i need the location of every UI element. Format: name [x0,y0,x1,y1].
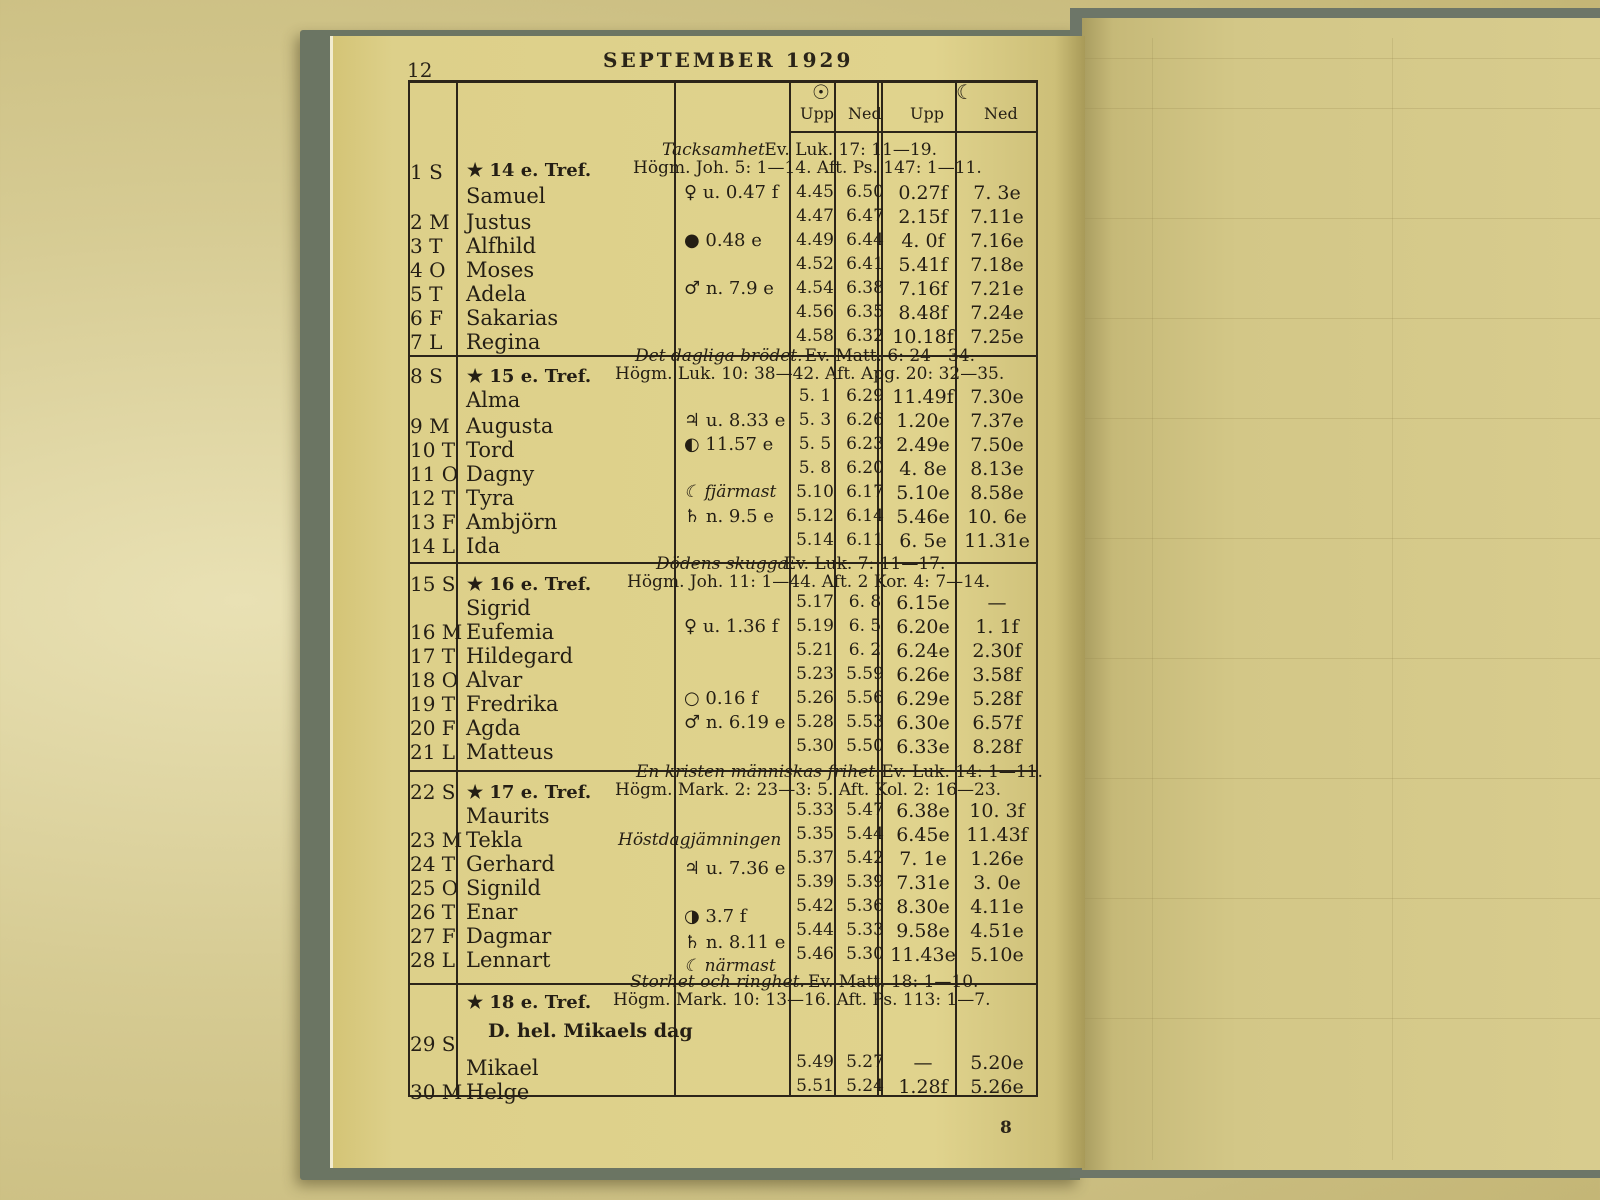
day-event: ◐ 11.57 e [684,434,774,455]
day-date: 10 T [410,438,456,462]
moonset-time: 11.31e [964,530,1030,552]
day-date: 1 S [410,160,443,184]
day-name: Augusta [466,414,554,438]
sunset-time: 5.24 [846,1076,884,1096]
day-date: 14 L [410,534,456,558]
sunrise-time: 4.49 [796,230,834,250]
sunset-time: 6.23 [846,434,884,454]
day-date: 8 S [410,364,443,388]
day-date: 20 F [410,716,456,740]
day-name: Ambjörn [466,510,558,534]
day-name: Alvar [466,668,523,692]
day-event: ◑ 3.7 f [684,906,747,927]
sunset-time: 6.35 [846,302,884,322]
moonrise-time: 1.20e [896,410,950,432]
moonrise-time: 7. 1e [899,848,947,870]
day-name: Lennart [466,948,551,972]
day-date: 23 M [410,828,463,852]
moon-up-header: Upp [910,104,944,123]
moonset-time: 1.26e [970,848,1024,870]
moonset-time: 4.51e [970,920,1024,942]
moonrise-time: 7.16f [898,278,948,300]
moonrise-time: 2.49e [896,434,950,456]
moonset-time: 7.25e [970,326,1024,348]
sunset-time: 6.44 [846,230,884,250]
moonrise-time: 6.30e [896,712,950,734]
day-event: ♃ u. 8.33 e [684,410,786,431]
week-theme: Storhet och ringhet. [630,972,805,992]
day-event: ♀ u. 0.47 f [684,182,779,203]
sunrise-time: 5.51 [796,1076,834,1096]
day-event: ♂ n. 7.9 e [684,278,774,299]
sunrise-time: 5.23 [796,664,834,684]
week-readings: Högm. Joh. 5: 1—14. Aft. Ps. 147: 1—11. [633,158,982,178]
day-name: Tekla [466,828,523,852]
day-event: ♄ n. 8.11 e [684,932,786,953]
day-name: Sigrid [466,596,531,620]
sunday-label: ★ 18 e. Tref. [467,992,592,1013]
moonrise-time: 11.49f [892,386,954,408]
day-name: Alma [466,388,521,412]
sunset-time: 6. 5 [848,616,882,636]
moonrise-time: 6.26e [896,664,950,686]
day-date: 4 O [410,258,446,282]
day-date: 30 M [410,1080,463,1104]
sunrise-time: 5. 5 [798,434,832,454]
moonrise-time: 6.29e [896,688,950,710]
day-date: 5 T [410,282,443,306]
feast-label: D. hel. Mikaels dag [488,1020,693,1042]
week-gospel: Ev. Luk. 14: 1—11. [881,762,1043,782]
sunset-time: 6.32 [846,326,884,346]
day-name: Regina [466,330,541,354]
sunrise-time: 5.30 [796,736,834,756]
sunrise-time: 5. 3 [798,410,832,430]
sunset-time: 5.42 [846,848,884,868]
moonrise-time: 6. 5e [899,530,947,552]
moonrise-time: 10.18f [892,326,954,348]
day-date: 21 L [410,740,456,764]
moonset-time: 10. 3f [969,800,1025,822]
sunrise-time: 5.33 [796,800,834,820]
moonrise-time: 8.48f [898,302,948,324]
day-date: 3 T [410,234,443,258]
sunset-time: 6.47 [846,206,884,226]
day-date: 17 T [410,644,456,668]
moonset-time: 7.21e [970,278,1024,300]
moonset-time: 5.10e [970,944,1024,966]
day-name: Justus [466,210,532,234]
day-date: 22 S [410,780,456,804]
day-date: 18 O [410,668,459,692]
moonset-time: 4.11e [970,896,1024,918]
day-name: Agda [466,716,521,740]
sun-up-header: Upp [800,104,834,123]
day-event: ☾ fjärmast [684,482,777,502]
moonrise-time: 4. 0f [901,230,945,252]
moon-down-header: Ned [984,104,1018,123]
sunrise-time: 5.46 [796,944,834,964]
moonrise-time: 6.38e [896,800,950,822]
sunrise-time: 4.54 [796,278,834,298]
day-name: Dagmar [466,924,552,948]
moonrise-time: 2.15f [898,206,948,228]
moonrise-time: 11.43e [890,944,956,966]
day-name: Adela [466,282,527,306]
day-event: ♂ n. 6.19 e [684,712,786,733]
sunday-label: ★ 16 e. Tref. [467,574,592,595]
sunrise-time: 5.14 [796,530,834,550]
day-name: Hildegard [466,644,574,668]
day-name: Moses [466,258,535,282]
facing-page [1082,18,1600,1170]
sunrise-time: 4.45 [796,182,834,202]
moonset-time: — [987,592,1007,614]
day-date: 16 M [410,620,463,644]
printer-signature: 8 [1000,1118,1012,1138]
day-date: 7 L [410,330,443,354]
sunset-time: 6.17 [846,482,884,502]
moonrise-time: 6.33e [896,736,950,758]
week-theme: Dödens skugga. [656,554,794,574]
week-readings: Högm. Luk. 10: 38—42. Aft. Apg. 20: 32—35. [615,364,1005,384]
moonset-time: 1. 1f [975,616,1019,638]
sunset-time: 6.14 [846,506,884,526]
day-date: 12 T [410,486,456,510]
day-name: Maurits [466,804,550,828]
day-date: 24 T [410,852,456,876]
sunrise-time: 5.21 [796,640,834,660]
moonset-time: 2.30f [972,640,1022,662]
day-name: Samuel [466,184,546,208]
week-readings: Högm. Joh. 11: 1—44. Aft. 2 Kor. 4: 7—14. [627,572,991,592]
sunset-time: 6.50 [846,182,884,202]
moonset-time: 3. 0e [973,872,1021,894]
moonrise-time: 1.28f [898,1076,948,1098]
moonrise-time: 6.20e [896,616,950,638]
sunday-label: ★ 14 e. Tref. [467,160,592,181]
sunrise-time: 5.39 [796,872,834,892]
day-name: Helge [466,1080,530,1104]
day-event: ♀ u. 1.36 f [684,616,779,637]
sunset-time: 5.59 [846,664,884,684]
sunset-time: 5.30 [846,944,884,964]
sunrise-time: 5.28 [796,712,834,732]
sun-down-header: Ned [848,104,882,123]
sunrise-time: 5.17 [796,592,834,612]
moonrise-time: 6.24e [896,640,950,662]
moonset-time: 3.58f [972,664,1022,686]
moon-icon: ☾ [956,80,974,104]
week-gospel: Ev. Luk. 7: 11—17. [783,554,946,574]
day-date: 25 O [410,876,459,900]
sunset-time: 6.26 [846,410,884,430]
day-date: 6 F [410,306,443,330]
sunrise-time: 5. 1 [798,386,832,406]
sunset-time: 6.29 [846,386,884,406]
day-date: 11 O [410,462,459,486]
sunday-label: ★ 15 e. Tref. [467,366,592,387]
week-gospel: Ev. Luk. 17: 11—19. [764,140,937,160]
day-event: ● 0.48 e [684,230,762,251]
sun-icon: ☉ [812,80,830,104]
sunrise-time: 4.47 [796,206,834,226]
moonrise-time: — [913,1052,933,1074]
moonrise-time: 7.31e [896,872,950,894]
sunrise-time: 4.52 [796,254,834,274]
week-theme: Det dagliga brödet. [635,346,803,366]
day-date: 9 M [410,414,450,438]
moonset-time: 8.28f [972,736,1022,758]
moonset-time: 7.30e [970,386,1024,408]
day-name: Enar [466,900,518,924]
moonset-time: 5.28f [972,688,1022,710]
day-event: Höstdagjämningen [618,830,782,850]
day-name: Mikael [466,1056,539,1080]
sunrise-time: 4.58 [796,326,834,346]
day-name: Sakarias [466,306,559,330]
day-name: Eufemia [466,620,555,644]
day-name: Fredrika [466,692,559,716]
moonrise-time: 5.46e [896,506,950,528]
moonrise-time: 6.15e [896,592,950,614]
day-date: 13 F [410,510,456,534]
week-gospel: Ev. Matt. 6: 24—34. [804,346,976,366]
day-name: Dagny [466,462,535,486]
moonset-time: 8.58e [970,482,1024,504]
sunset-time: 5.56 [846,688,884,708]
moonset-time: 7.24e [970,302,1024,324]
week-theme: En kristen människas frihet. [636,762,881,782]
moonrise-time: 9.58e [896,920,950,942]
sunset-time: 5.53 [846,712,884,732]
sunrise-time: 5.44 [796,920,834,940]
moonset-time: 7.11e [970,206,1024,228]
sunset-time: 5.36 [846,896,884,916]
week-readings: Högm. Mark. 2: 23—3: 5. Aft. Kol. 2: 16—23. [615,780,1002,800]
moonset-time: 5.20e [970,1052,1024,1074]
day-event: ○ 0.16 f [684,688,758,709]
sunrise-time: 5. 8 [798,458,832,478]
day-name: Alfhild [466,234,537,258]
day-date: 26 T [410,900,456,924]
sunrise-time: 5.42 [796,896,834,916]
moonrise-time: 5.41f [898,254,948,276]
moonset-time: 6.57f [972,712,1022,734]
day-event: ♃ u. 7.36 e [684,858,786,879]
moonset-time: 7. 3e [973,182,1021,204]
sunset-time: 6. 8 [848,592,882,612]
sunset-time: 5.27 [846,1052,884,1072]
day-date: 15 S [410,572,456,596]
day-date: 19 T [410,692,456,716]
week-gospel: Ev. Matt. 18: 1—10. [808,972,979,992]
moonset-time: 10. 6e [967,506,1027,528]
moonset-time: 7.18e [970,254,1024,276]
sunrise-time: 5.26 [796,688,834,708]
day-date: 2 M [410,210,450,234]
page-number: 12 [407,58,433,82]
sunrise-time: 5.49 [796,1052,834,1072]
day-name: Matteus [466,740,554,764]
moonrise-time: 8.30e [896,896,950,918]
sunset-time: 5.50 [846,736,884,756]
day-event: ♄ n. 9.5 e [684,506,774,527]
sunrise-time: 5.12 [796,506,834,526]
moonrise-time: 4. 8e [899,458,947,480]
sunset-time: 5.47 [846,800,884,820]
day-date: 27 F [410,924,456,948]
sunday-label: ★ 17 e. Tref. [467,782,592,803]
sunrise-time: 5.35 [796,824,834,844]
moonset-time: 11.43f [966,824,1028,846]
sunrise-time: 5.10 [796,482,834,502]
sunset-time: 6. 2 [848,640,882,660]
sunset-time: 5.44 [846,824,884,844]
sunset-time: 6.38 [846,278,884,298]
week-readings: Högm. Mark. 10: 13—16. Aft. Ps. 113: 1—7. [613,990,991,1010]
moonrise-time: 0.27f [898,182,948,204]
sunrise-time: 4.56 [796,302,834,322]
day-event: ☾ närmast [684,956,776,976]
week-theme: Tacksamhet. [662,140,771,160]
page-title: SEPTEMBER 1929 [603,48,854,72]
moonrise-time: 6.45e [896,824,950,846]
moonrise-time: 5.10e [896,482,950,504]
sunrise-time: 5.37 [796,848,834,868]
day-date: 28 L [410,948,456,972]
day-date: 29 S [410,1032,456,1056]
sunset-time: 5.33 [846,920,884,940]
sunset-time: 6.20 [846,458,884,478]
moonset-time: 7.16e [970,230,1024,252]
sunset-time: 6.41 [846,254,884,274]
day-name: Tord [466,438,515,462]
moonset-time: 8.13e [970,458,1024,480]
sunset-time: 5.39 [846,872,884,892]
day-name: Signild [466,876,541,900]
day-name: Gerhard [466,852,555,876]
moonset-time: 5.26e [970,1076,1024,1098]
day-name: Tyra [466,486,515,510]
sunrise-time: 5.19 [796,616,834,636]
moonset-time: 7.50e [970,434,1024,456]
moonset-time: 7.37e [970,410,1024,432]
day-name: Ida [466,534,501,558]
sunset-time: 6.11 [846,530,884,550]
